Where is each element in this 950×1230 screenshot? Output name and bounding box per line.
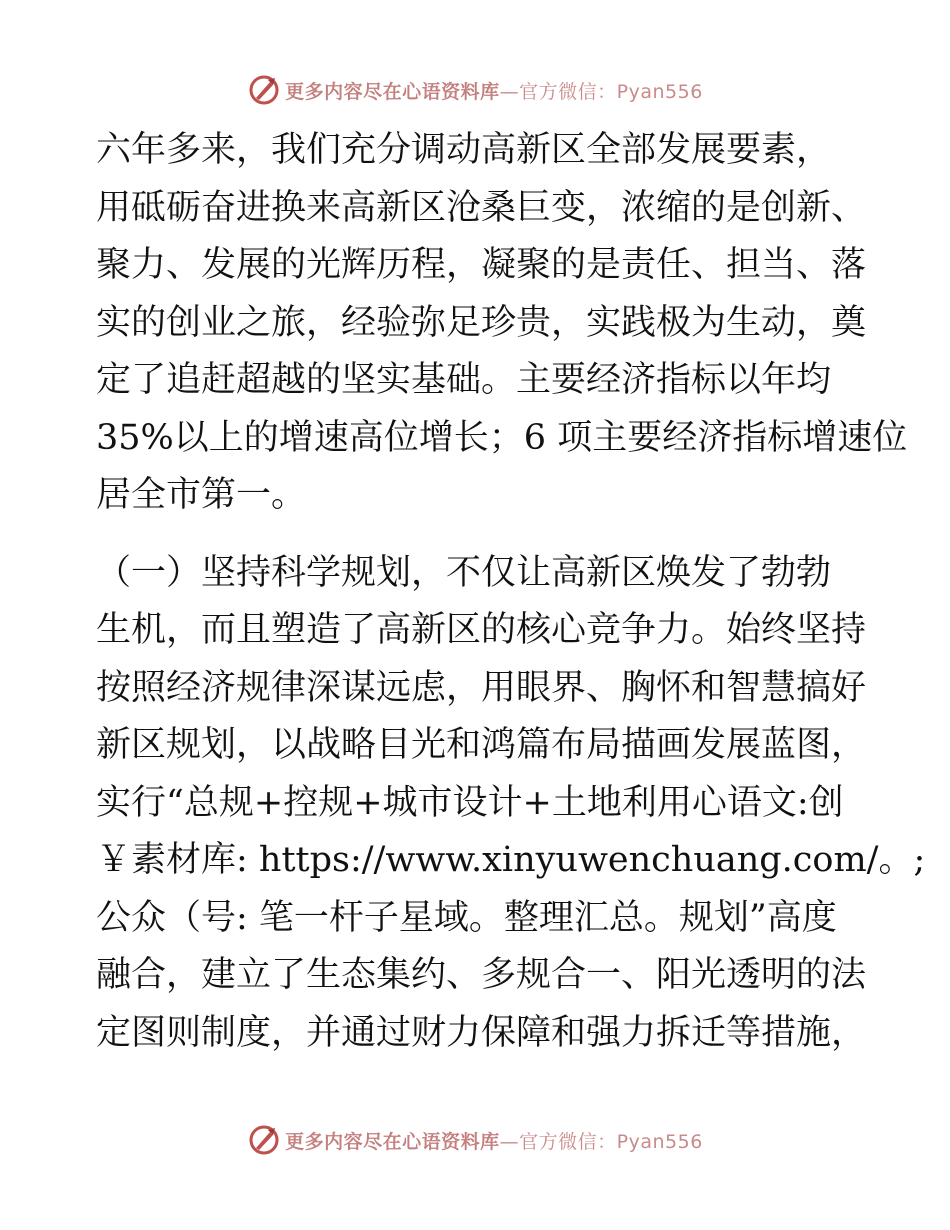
text-line: 定了追赶超越的坚实基础。主要经济指标以年均 (96, 360, 832, 400)
text-line: 实行“总规+控规+城市设计+土地利用心语文:创 (96, 782, 844, 823)
watermark-text: 更多内容尽在心语资料库—官方微信：Pyan556 (285, 80, 703, 103)
paragraph-spacer (96, 525, 866, 545)
paragraph-1 (96, 122, 908, 525)
text-line: 生机，而且塑造了高新区的核心竞争力。始终坚持 (96, 610, 867, 650)
watermark-text: 更多内容尽在心语资料库—官方微信：Pyan556 (285, 1130, 703, 1153)
text-line: 用砥砺奋进换来高新区沧桑巨变，浓缩的是创新、 (96, 187, 867, 228)
document-body (96, 122, 926, 1062)
paragraph-2 (96, 545, 926, 1063)
text-line: 实的创业之旅，经验弥足珍贵，实践极为生动，奠 (96, 302, 867, 343)
footer-watermark (0, 1120, 950, 1160)
quill-logo-icon (247, 73, 281, 107)
text-line: （一）坚持科学规划，不仅让高新区焕发了勃勃 (96, 552, 832, 593)
text-line: 定图则制度，并通过财力保障和强力拆迁等措施， (96, 1012, 867, 1053)
text-line: 居全市第一。 (96, 475, 307, 515)
text-line: 按照经济规律深谋远虑，用眼界、胸怀和智慧搞好 (96, 667, 867, 708)
quill-logo-icon (247, 1123, 281, 1157)
text-line: 聚力、发展的光辉历程，凝聚的是责任、担当、落 (96, 245, 867, 285)
text-line: 新区规划，以战略目光和鸿篇布局描画发展蓝图， (96, 725, 867, 765)
text-line: 35%以上的增速高位增长；6 项主要经济指标增速位 (96, 417, 908, 458)
text-line: 六年多来，我们充分调动高新区全部发展要素， (96, 130, 832, 170)
header-watermark (0, 70, 950, 110)
text-line: ￥素材库: https://www.xinyuwenchuang.com/。; (96, 840, 926, 880)
text-line: 融合，建立了生态集约、多规合一、阳光透明的法 (96, 955, 867, 995)
text-line: 公众（号: 笔一杆子星域。整理汇总。规划”高度 (96, 897, 837, 938)
